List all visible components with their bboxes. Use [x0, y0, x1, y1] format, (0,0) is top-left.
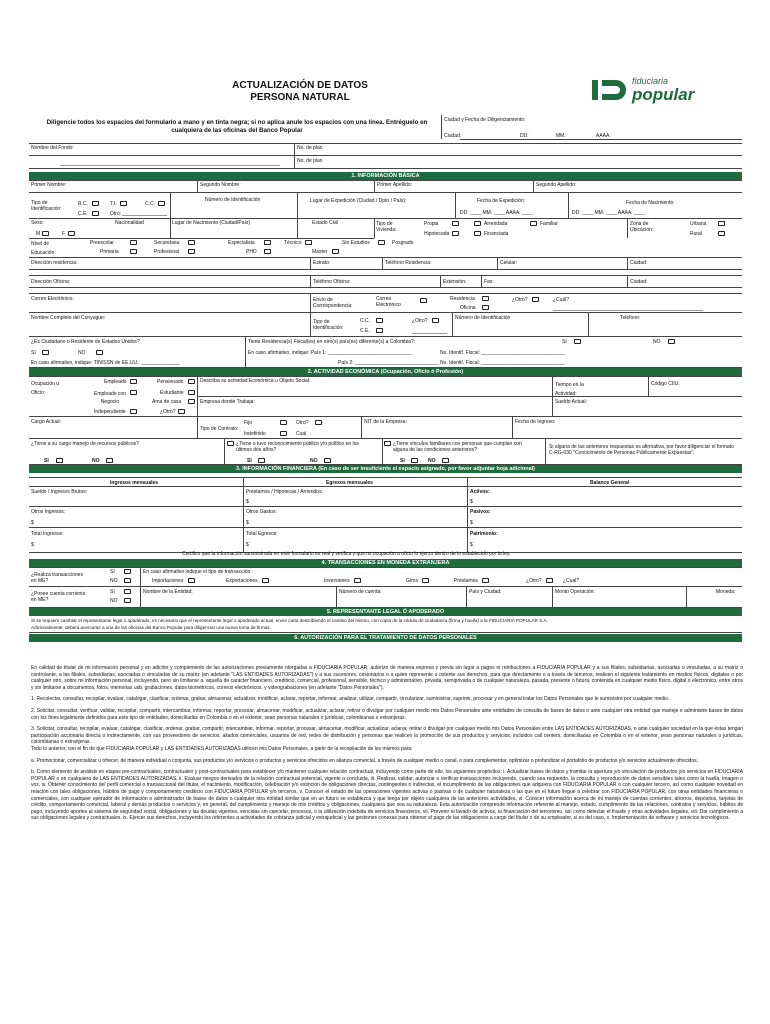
us-no-label: NO: [78, 350, 86, 356]
balance-sheet-header: Balance General: [590, 480, 630, 486]
phd-label: PHD: [246, 249, 257, 255]
spouse-name-label: Nombre Completo del Conyugue:: [31, 315, 106, 321]
transfers-label: Giros: [406, 578, 418, 584]
primary-checkbox[interactable]: [130, 249, 137, 254]
assets-label: Activos:: [470, 489, 490, 495]
monthly-expenses-header: Egresos mensuales: [326, 480, 373, 486]
first-name-label: Primer Nombre:: [31, 182, 67, 188]
start-date-label: Fecha de Ingreso:: [515, 419, 556, 425]
activity-description-label: Describa su actividad Económica u Objeto Social:: [200, 378, 311, 384]
phd-checkbox[interactable]: [264, 249, 271, 254]
section-4-header: 4. TRANSACCIONES EN MONEDA EXTRANJERA: [29, 559, 742, 567]
employer-label: Empresa donde Trabaja:: [200, 399, 255, 405]
family-links-marker: [384, 441, 391, 446]
currency-8: $: [470, 542, 473, 548]
plan-number-label-2: No. de plan: [297, 158, 323, 164]
fx-account-question: ¿Posee cuenta corriente en ME?: [31, 591, 86, 603]
cc-label: C.C.: [145, 201, 155, 207]
public-resources-question: ¿Tiene a su cargo manejo de recursos públicos?: [31, 441, 139, 447]
urban-label: Urbana: [690, 221, 707, 227]
plan-number-label-1: No. de plan: [297, 145, 323, 151]
links-no-checkbox[interactable]: [442, 458, 449, 463]
logo-mark-icon: [592, 78, 626, 102]
other-occupation-checkbox[interactable]: [178, 409, 185, 414]
section-1-header: 1. INFORMACIÓN BÁSICA: [29, 172, 742, 180]
auth-paragraph-2: 2. Solicitar, consultar, verificar, validar, recopilar, compartir, intercambiar, informar, reportar, procesar, almacenar, modificar, actualizar, aclarar, retirar o divulgar por cualquier medio mis Datos Personales ante entidades de consulta de bases de datos o ante cualquier otra entidad que maneje o administre bases de datos con los fines legalmente definidos para este tipo de entidades, domiciliadas en Colombia o en el exterior, sean personas naturales o jurídicas, colombianas o extranjeras.: [31, 707, 743, 721]
exports-checkbox[interactable]: [262, 578, 269, 583]
links-yes-label: SI: [400, 458, 405, 464]
spouse-id-type-label: Tipo de Identificación:: [313, 319, 344, 331]
other-contract-label: Otro?: [296, 420, 309, 426]
country-1-label: En caso afirmativo, indique: País 1: ______________________________: [248, 350, 412, 356]
resources-no-label: NO: [92, 458, 100, 464]
recognition-marker: [227, 441, 234, 446]
specialist-checkbox[interactable]: [264, 240, 271, 245]
master-label: Master: [312, 249, 328, 255]
ce-checkbox[interactable]: [92, 211, 99, 216]
tx-type-label: En caso afirmativo indique el tipo de transacción: [143, 569, 251, 575]
page-title: [150, 80, 450, 104]
secondary-label: Secundaria: [154, 240, 180, 246]
currency-2: $: [470, 499, 473, 505]
no-studies-checkbox[interactable]: [378, 240, 385, 245]
auth-paragraph-1: 1. Recolectar, consultar, recopilar, evaluar, catalogar, clasificar, ordenar, grabar, almacenar, actualizar, modificar, aclarar, reportar, informar, analizar, utilizar, compartir, circularizar, suministrar, suprimir, procesar y en general tratar los Datos Personales que le suministre por cualquier medio.: [31, 696, 670, 703]
brand-logo: [592, 72, 742, 112]
stratum-label: Estrato:: [313, 260, 331, 266]
independent-checkbox[interactable]: [130, 409, 137, 414]
other-contract-checkbox[interactable]: [315, 420, 322, 425]
tax-residence-question: Tiene Residencia(s) Fiscal(es) en otro(s) país(es) diferente(s) a Colombia?:: [248, 339, 416, 345]
currency-label: Moneda:: [716, 589, 736, 595]
employee-checkbox[interactable]: [130, 379, 137, 384]
currency-6: $: [31, 542, 34, 548]
instructions: Diligencie todos los espacios del formulario a mano y en tinta negra; si no aplica anule los espacios con una línea. Entréguelo en cualquiera de las oficinas del Banco Popular: [46, 119, 428, 134]
amount-label: Monto Operación:: [555, 589, 595, 595]
us-yes-checkbox[interactable]: [42, 350, 49, 355]
investments-checkbox[interactable]: [354, 578, 361, 583]
other-income-label: Otros Ingresos:: [31, 509, 66, 515]
pep-note: Si alguna de las anteriores respuestas es afirmativa, por favor diligenciar el formato C-RG-030 "Conocimiento de Personas Públicamente Expuestas".: [549, 444, 734, 456]
preschool-label: Preescolar: [90, 240, 114, 246]
tin-label: En caso afirmativo, indique: TIN/SSN de EE.UU.: ______________: [31, 360, 181, 366]
other-id-label: Otro:: [110, 211, 122, 217]
postgraduate-label: Posgrado: [392, 240, 414, 246]
other-occupation-label: ¿Otro?: [160, 409, 176, 415]
tax-yes-checkbox[interactable]: [574, 339, 581, 344]
fx-loans-checkbox[interactable]: [482, 578, 489, 583]
home-address-label: Dirección residencia:: [31, 260, 78, 266]
female-label: F: [62, 231, 66, 237]
spouse-other-label: ¿Otro?: [412, 318, 428, 324]
auth-paragraph-intro: En calidad de titular de mi información personal y en adición y complemento de las autorizaciones previamente otorgadas a FIDUCIARIA POPULAR, autorizo de manera expresa y previa sin lugar a pagos ni retribuciones a FIDUCIARIA POPULAR y a sus filiales, subsidiarias, asociadas o vinculadas, a su matriz o controlante, a las filiales, subsidiarias, asociadas o vinculadas de su matriz (en adelante "LAS ENTIDADES AUTORIZADAS") y a sus sucesores, cesionarios o a quien represente u ostente sus derechos, para que directamente o a través de terceros, realicen el siguiente tratamiento en medios físicos, digitales o por cualquier otro, sobre mi información personal, incluyendo, pero sin limitarse a, aquella de carácter financiero, crediticio, comercial, profesional, sensible, técnico y administrativo, privada, semiprivada o de cualquier naturaleza, pasada, presente o futura, contenida en cualquier medio físico, digital o electrónico, entre otros y sin limitarse a documentos, fotos, memorias usb, grabaciones, datos biométricos, correos electrónicos, y videograbaciones (en adelante "Datos Personales").: [31, 665, 743, 691]
spouse-cc-label: C.C.: [360, 318, 370, 324]
total-income-label: Total Ingresos:: [31, 531, 64, 537]
legal-rep-line-2: Adicionalmente, deberá acercarse a una de las oficinas del Banco Popular para diligenciar una nueva toma de firmas.: [31, 625, 271, 630]
retired-checkbox[interactable]: [188, 379, 195, 384]
email-label: Correo Electrónico:: [31, 296, 74, 302]
issue-date-parts: DD: ____ MM: ____ AAAA: ____: [460, 210, 534, 216]
rural-label: Rural: [690, 231, 702, 237]
preschool-checkbox[interactable]: [130, 240, 137, 245]
legal-rep-line-1: Si se requiere cambiar el representante legal o apoderado, es necesario que el representante legal o apoderado actual, envíe carta describiendo el cambio del mismo, con copia de la cédula de ciudadanía (firma y huella) a la FIDUCIARIA POPULAR S.A.: [31, 618, 548, 623]
employee-business-checkbox[interactable]: [130, 390, 137, 395]
current-position-label: Cargo Actual:: [31, 419, 62, 425]
fax-label: Fax:: [484, 279, 494, 285]
indefinite-checkbox[interactable]: [280, 431, 287, 436]
certification-text: Certifico que la información suministrada en este formulario es real y verifica y que mi ocupación u oficio lo ejerzo dentro de lo establecido por la ley.: [182, 551, 511, 557]
country-city-label: País y Ciudad:: [469, 589, 502, 595]
student-checkbox[interactable]: [188, 390, 195, 395]
section-5-header: 5. REPRESENTANTE LEGAL Ó APODERADO: [29, 608, 742, 616]
family-links-question: ¿Tiene vínculos familiares con personas que cumplan con alguna de las condiciones anteriores?: [393, 441, 522, 453]
extension-label: Extensión:: [443, 279, 467, 285]
tx-yes-label: SI: [110, 569, 115, 575]
entity-name-label: Nombre de la Entidad:: [143, 589, 193, 595]
acct-no-checkbox[interactable]: [124, 598, 131, 603]
resources-no-checkbox[interactable]: [106, 458, 113, 463]
student-label: Estudiante: [160, 390, 184, 396]
fx-other-checkbox[interactable]: [546, 578, 553, 583]
fx-which-label: ¿Cual?: [563, 578, 580, 584]
male-label: M: [36, 231, 41, 237]
second-name-label: Segundo Nombre:: [200, 182, 241, 188]
birth-place-label: Lugar de Nacimiento (Ciudad/País): [172, 220, 251, 226]
mail-delivery-label: Envío de Correspondencia:: [313, 297, 353, 309]
imports-checkbox[interactable]: [188, 578, 195, 583]
family-checkbox[interactable]: [530, 221, 537, 226]
employee-business-label: Empleado con Negocio: [94, 391, 126, 405]
foreign-tx-question: ¿Realiza transacciones en ME?: [31, 572, 83, 584]
resources-yes-checkbox[interactable]: [56, 458, 63, 463]
independent-label: Independiente: [94, 409, 126, 415]
tax-yes-label: SI: [562, 339, 567, 345]
employee-label: Empleado: [104, 379, 127, 385]
rc-label: R.C.: [78, 201, 88, 207]
company-nit-label: NIT de la Empresa:: [364, 419, 407, 425]
public-recognition-question: ¿Tiene o tuvo reconocimiento público y/o político en los últimos dos años?: [236, 441, 359, 453]
mortgaged-checkbox[interactable]: [452, 231, 459, 236]
city-label: Ciudad:: [630, 260, 648, 266]
financed-label: Financiada: [484, 231, 509, 237]
home-phone-label: Teléfono Residencia:: [385, 260, 432, 266]
tax-no-checkbox[interactable]: [668, 339, 675, 344]
authorization-text: [31, 665, 743, 827]
recognition-yes-label: SI: [247, 458, 252, 464]
master-checkbox[interactable]: [332, 249, 339, 254]
currency-3: $: [31, 520, 34, 526]
office-phone-label: Teléfono Oficina:: [313, 279, 351, 285]
ce-label: C.E.: [78, 211, 88, 217]
family-label: Familiar: [540, 221, 558, 227]
title-line-1: ACTUALIZACIÓN DE DATOS: [232, 80, 368, 91]
education-level-label: Nivel de Educación:: [31, 241, 56, 256]
logo-bottom-text: popular: [632, 85, 695, 104]
mail-which-label: ¿Cuál?: [553, 297, 570, 303]
spouse-cc-checkbox[interactable]: [376, 318, 383, 323]
investments-label: Inversiones: [324, 578, 350, 584]
total-expenses-label: Total Egresos:: [246, 531, 278, 537]
marital-status-label: Estado Civil: [312, 220, 339, 226]
rented-checkbox[interactable]: [474, 221, 481, 226]
tax-id-1-label: No. Identif. Fiscal: ______________________________: [440, 350, 565, 356]
spouse-ce-label: C.E.: [360, 328, 370, 334]
sex-label: Sexo:: [31, 220, 44, 226]
mail-office-checkbox[interactable]: [482, 305, 489, 310]
male-checkbox[interactable]: [42, 231, 49, 236]
title-line-2: PERSONA NATURAL: [250, 92, 350, 103]
housing-type-label: Tipo de Vivienda:: [376, 221, 397, 233]
imports-label: Importaciones: [152, 578, 184, 584]
rented-label: Arrendada: [484, 221, 508, 227]
recognition-no-label: NO: [310, 458, 318, 464]
acct-yes-checkbox[interactable]: [124, 589, 131, 594]
activity-time-label: Tiempo en la Actividad:: [555, 382, 584, 397]
recognition-yes-checkbox[interactable]: [258, 458, 265, 463]
acct-yes-label: SI: [110, 589, 115, 595]
no-studies-label: Sin Estudios: [342, 240, 370, 246]
spouse-ce-checkbox[interactable]: [376, 328, 383, 333]
primary-label: Primaria: [100, 249, 119, 255]
issue-date-label: Fecha de Expedición:: [477, 198, 526, 204]
birth-date-parts: DD: ____ MM: ____ AAAA: ____: [572, 210, 646, 216]
gross-income-label: Sueldo / Ingresos Brutos:: [31, 489, 88, 495]
tx-no-label: NO: [110, 578, 118, 584]
retired-label: Pensionado: [157, 379, 184, 385]
country-2-label: País 2: ______________________________: [338, 360, 439, 366]
auth-paragraph-4: Todo lo anterior, con el fin de que FIDUCIARIA POPULAR y LAS ENTIDADES AUTORIZADAS utilicen mis Datos Personales, a partir de la recopilación de los mismos para:: [31, 745, 413, 752]
mail-other-checkbox[interactable]: [532, 297, 539, 302]
zone-label: Zona de Ubicación:: [630, 221, 654, 233]
equity-label: Patrimonio:: [470, 531, 498, 537]
homemaker-checkbox[interactable]: [188, 399, 195, 404]
tax-no-label: NO: [653, 339, 661, 345]
mail-office-label: Oficina: [460, 305, 476, 311]
mail-email-label: Correo Electrónico: [376, 296, 401, 308]
us-no-checkbox[interactable]: [96, 350, 103, 355]
nationality-label: Nacionalidad: [115, 220, 144, 226]
ciiu-code-label: Código CIIU:: [651, 381, 680, 387]
secondary-checkbox[interactable]: [188, 240, 195, 245]
section-6-header: 6. AUTORIZACIÓN PARA EL TRATAMIENTO DE DATOS PERSONALES: [29, 634, 742, 642]
fx-loans-label: Préstamos: [454, 578, 478, 584]
spouse-other-checkbox[interactable]: [432, 318, 439, 323]
currency-5: $: [470, 520, 473, 526]
spouse-phone-label: Teléfono:: [620, 315, 641, 321]
professional-checkbox[interactable]: [188, 249, 195, 254]
tx-yes-checkbox[interactable]: [124, 569, 131, 574]
us-resident-question: ¿Es Ciudadano o Residente de Estados Unidos?: [31, 339, 140, 345]
fixed-checkbox[interactable]: [280, 420, 287, 425]
id-number-label: Número de Identificación: [205, 197, 261, 203]
auth-paragraph-3: 3. Solicitar, consultar, recopilar, evaluar, catalogar, clasificar, ordenar, grabar, compartir, intercambiar, informar, reportar, procesar, almacenar, modificar, actualizar, aclarar, retirar o divulgar por cualquier medio mis Datos Personales entre LAS ENTIDADES AUTORIZADAS, o ante cualquier sociedad en la que éstas tengan participación accionaria directa o indirectamente, con sus proveedores de servicios, aliados comerciales, usuarios de red, redes de distribución y personas que realicen la promoción de sus productos y servicios, incluidos call centers, domiciliadas en Colombia o en el exterior, sean personas naturales o jurídicas, colombianas o extranjeras.: [31, 726, 743, 746]
current-salary-label: Sueldo Actual:: [555, 399, 587, 405]
indefinite-label: Indefinido: [244, 431, 266, 437]
mail-other-label: ¿Otro?: [512, 297, 528, 303]
currency-4: $: [246, 520, 249, 526]
mail-home-label: Residencia: [450, 296, 475, 302]
tx-no-checkbox[interactable]: [124, 578, 131, 583]
loans-label: Préstamos / Hipotecas / Arriendos:: [246, 489, 323, 495]
mobile-label: Celular:: [500, 260, 518, 266]
section-3-header: 3. INFORMACIÓN FINANCIERA (En caso de ser insuficiente el espacio asignado, por favor adjuntar hoja adicional): [29, 465, 742, 473]
mail-home-checkbox[interactable]: [482, 296, 489, 301]
second-surname-label: Segundo Apellido:: [536, 182, 577, 188]
exports-label: Exportaciones: [226, 578, 258, 584]
city-date-label: Ciudad y Fecha de Diligenciamiento:: [444, 117, 526, 123]
own-checkbox[interactable]: [452, 221, 459, 226]
aaaa-label: AAAA:: [596, 133, 611, 139]
monthly-income-header: Ingresos mensuales: [110, 480, 159, 486]
section-2-header: 2. ACTIVIDAD ECONÓMICA (Ocupación, Oficio ó Profesión): [29, 368, 742, 376]
rc-checkbox[interactable]: [92, 201, 99, 206]
office-city-label: Ciudad:: [630, 279, 648, 285]
acct-no-label: NO: [110, 598, 118, 604]
issue-place-label: Lugar de Expedición (Ciudad / Dpto / País):: [310, 198, 407, 204]
dd-label: DD:: [520, 133, 529, 139]
technician-label: Técnico: [284, 240, 302, 246]
ti-label: T.I.: [110, 201, 117, 207]
mortgaged-label: Hipotecada: [424, 231, 450, 237]
logo-top-text: fiduciaria: [632, 76, 669, 86]
mm-label: MM:: [556, 133, 566, 139]
technician-checkbox[interactable]: [305, 240, 312, 245]
id-type-label: Tipo de Identificación:: [31, 200, 62, 212]
first-surname-label: Primer Apellido:: [377, 182, 413, 188]
female-checkbox[interactable]: [68, 231, 75, 236]
contract-type-label: Tipo de Contrato:: [200, 426, 239, 432]
fx-other-label: ¿Otro?: [526, 578, 542, 584]
urban-checkbox[interactable]: [718, 221, 725, 226]
fixed-label: Fijo: [244, 420, 253, 426]
liabilities-label: Pasivos:: [470, 509, 491, 515]
financed-checkbox[interactable]: [474, 231, 481, 236]
auth-paragraph-b: b. Como elemento de análisis en etapas pre-contractuales, contractuales y post-contractuales para establecer y/o mantener cualquier relación contractual, incluyendo como parte de ello, los siguientes propósitos: i. Actualizar bases de datos y tramitar la apertura y/o vinculación de productos y/o servicios en FIDUCIARIA POPULAR o en cualquiera de LAS ENTIDADES AUTORIZADAS, ii. Evaluar riesgos derivados de la relación contractual potencial, vigente o concluida, iii. Realizar, validar, autorizar o verificar transacciones incluyendo, cuando sea requerido, la consulta y reproducción de datos sensibles tales como la huella, imagen o voz, iv. Obtener conocimiento del perfil comercial o transaccional del titular, el nacimiento, modificación, celebración y/o extinción de obligaciones directas, contingentes o indirectas, el incumplimiento de las obligaciones que adquiera con FIDUCIARIA POPULAR o con cualquier tercero, así como cualquier novedad en relación con tales obligaciones, hábitos de pago y comportamiento crediticio con FIDUCIARIA POPULAR y/o terceros, v. Conocer el estado de las operaciones vigentes activas o pasivas o de cualquier naturaleza o las que en el futuro llegue a celebrar con FIDUCIARIA POPULAR, con otras entidades financieras o comerciales, con cualquier operador de información o administrador de bases de datos o cualquier otra entidad similar que en un futuro se establezca y que tenga por objeto cualquiera de las anteriores actividades, vi. Conocer información acerca de mi manejo de cuentas corrientes, ahorros, depósitos, tarjetas de crédito, comportamiento comercial, laboral y demás productos o servicios y, en general, del cumplimiento y manejo de mis créditos y obligaciones, cualquiera que sea su naturaleza. Esta autorización comprende información referente al manejo, estado, cumplimiento de las relaciones, contratos y servicios, hábitos de pago, incluyendo aportes al sistema de seguridad social, obligaciones y las deudas vigentes, vencidas sin cancelar, procesos, o la utilización indebida de servicios financieros, vii. Prevenir el lavado de activos, la financiación del terrorismo, así como detectar el fraude y otras actividades ilegales, viii. Dar cumplimiento a sus obligaciones legales y contractuales, ix. Ejercer sus derechos, incluyendo los referentes a actividades de cobranza judicial y extrajudicial y las gestiones conexas para obtener el pago de las obligaciones a cargo del titular o de su empleador, si es del caso, x. Implementación de software y servicios tecnológicos.: [31, 769, 743, 822]
resources-yes-label: SI: [44, 458, 49, 464]
birth-date-label: Fecha de Nacimiento:: [626, 200, 675, 206]
ciudad-label: Ciudad:: [444, 133, 462, 139]
ti-checkbox[interactable]: [120, 201, 127, 206]
us-yes-label: SI: [31, 350, 36, 356]
homemaker-label: Ama de casa: [152, 399, 182, 405]
professional-label: Profesional: [154, 249, 180, 255]
own-label: Propia: [424, 221, 439, 227]
auth-paragraph-a: a. Promocionar, comercializar u ofrecer, de manera individual o conjunta, sus productos y/o servicios o productos y servicios ofrecidos en alianza comercial, a través de cualquier medio o canal, o para complementar, optimizar o profundizar el portafolio de productos y/o servicios actualmente ofrecidos.: [31, 757, 698, 764]
fund-name-label: Nombre del Fondo:: [31, 145, 74, 151]
office-address-label: Dirección Oficina:: [31, 279, 71, 285]
transfers-checkbox[interactable]: [422, 578, 429, 583]
recognition-no-checkbox[interactable]: [324, 458, 331, 463]
other-expenses-label: Otros Gastos:: [246, 509, 277, 515]
which-contract-label: Cual: [296, 431, 307, 437]
cc-checkbox[interactable]: [158, 201, 165, 206]
links-no-label: NO: [428, 458, 436, 464]
occupation-label: Ocupación u Oficio:: [31, 381, 60, 396]
account-number-label: Número de cuenta:: [339, 589, 382, 595]
tax-id-2-label: No. Identif. Fiscal: ______________________________: [440, 360, 565, 366]
currency-1: $: [246, 499, 249, 505]
mail-email-checkbox[interactable]: [420, 298, 427, 303]
links-yes-checkbox[interactable]: [411, 458, 418, 463]
spouse-id-number-label: Número de Identificación: [455, 315, 511, 321]
rural-checkbox[interactable]: [718, 231, 725, 236]
currency-7: $: [246, 542, 249, 548]
specialist-label: Especialista: [228, 240, 255, 246]
